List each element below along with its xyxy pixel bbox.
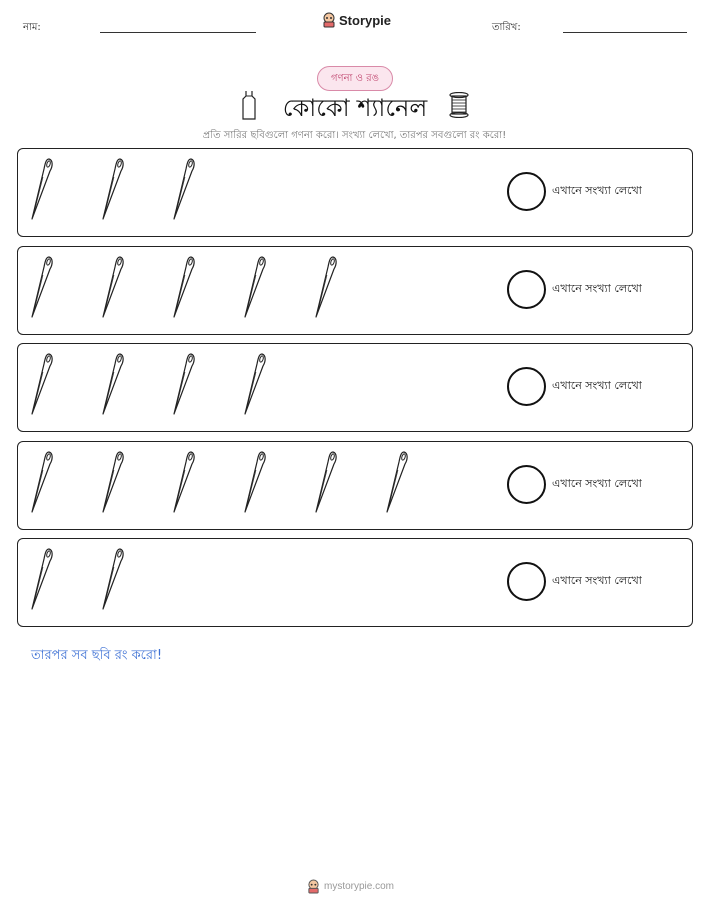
needle-icon <box>171 450 197 518</box>
storypie-mascot-icon <box>322 12 336 28</box>
counting-row <box>17 441 693 530</box>
footer-note: তারপর সব ছবি রং করো! <box>31 648 163 663</box>
needle-icon <box>242 352 268 420</box>
answer-circle[interactable] <box>507 367 546 406</box>
worksheet-header <box>0 0 709 50</box>
answer-circle[interactable] <box>507 465 546 504</box>
brand-logo <box>322 12 391 28</box>
counting-row <box>17 246 693 335</box>
answer-circle[interactable] <box>507 172 546 211</box>
footer-url: mystorypie.com <box>324 881 395 892</box>
date-label: তারিখ: <box>492 22 521 33</box>
needle-icon <box>100 255 126 323</box>
needle-icon <box>29 255 55 323</box>
counting-row <box>17 538 693 627</box>
page-title: কোকো শ্যানেল <box>282 94 428 122</box>
needle-icon <box>100 547 126 615</box>
needle-icon <box>171 352 197 420</box>
storypie-mascot-icon <box>307 879 320 894</box>
counting-row <box>17 148 693 237</box>
needle-icon <box>171 157 197 225</box>
answer-circle[interactable] <box>507 270 546 309</box>
name-field-line <box>100 32 256 33</box>
answer-label: এখানে সংখ্যা লেখো <box>552 379 642 392</box>
brand-name: Storypie <box>339 12 392 28</box>
category-badge: গণনা ও রঙ <box>317 66 393 91</box>
needle-icon <box>100 450 126 518</box>
answer-label: এখানে সংখ্যা লেখো <box>552 574 642 587</box>
footer-brand <box>307 879 394 894</box>
name-label: নাম: <box>23 22 41 33</box>
needle-icon <box>384 450 410 518</box>
dress-icon <box>240 90 258 120</box>
thread-spool-icon <box>448 92 470 118</box>
needle-icon <box>313 255 339 323</box>
needle-icon <box>29 547 55 615</box>
needle-icon <box>313 450 339 518</box>
needle-icon <box>242 255 268 323</box>
date-field-line <box>563 32 687 33</box>
counting-row <box>17 343 693 432</box>
instructions: প্রতি সারির ছবিগুলো গণনা করো। সংখ্যা লেখো, তারপর সবগুলো রং করো! <box>202 130 507 141</box>
title-row <box>0 90 709 122</box>
answer-label: এখানে সংখ্যা লেখো <box>552 476 642 490</box>
answer-label: এখানে সংখ্যা লেখো <box>552 184 642 197</box>
needle-icon <box>171 255 197 323</box>
needle-icon <box>29 157 55 225</box>
needle-icon <box>29 450 55 518</box>
answer-circle[interactable] <box>507 562 546 601</box>
needle-icon <box>29 352 55 420</box>
answer-label: এখানে সংখ্যা লেখো <box>552 281 642 295</box>
needle-icon <box>100 157 126 225</box>
needle-icon <box>242 450 268 518</box>
needle-icon <box>100 352 126 420</box>
